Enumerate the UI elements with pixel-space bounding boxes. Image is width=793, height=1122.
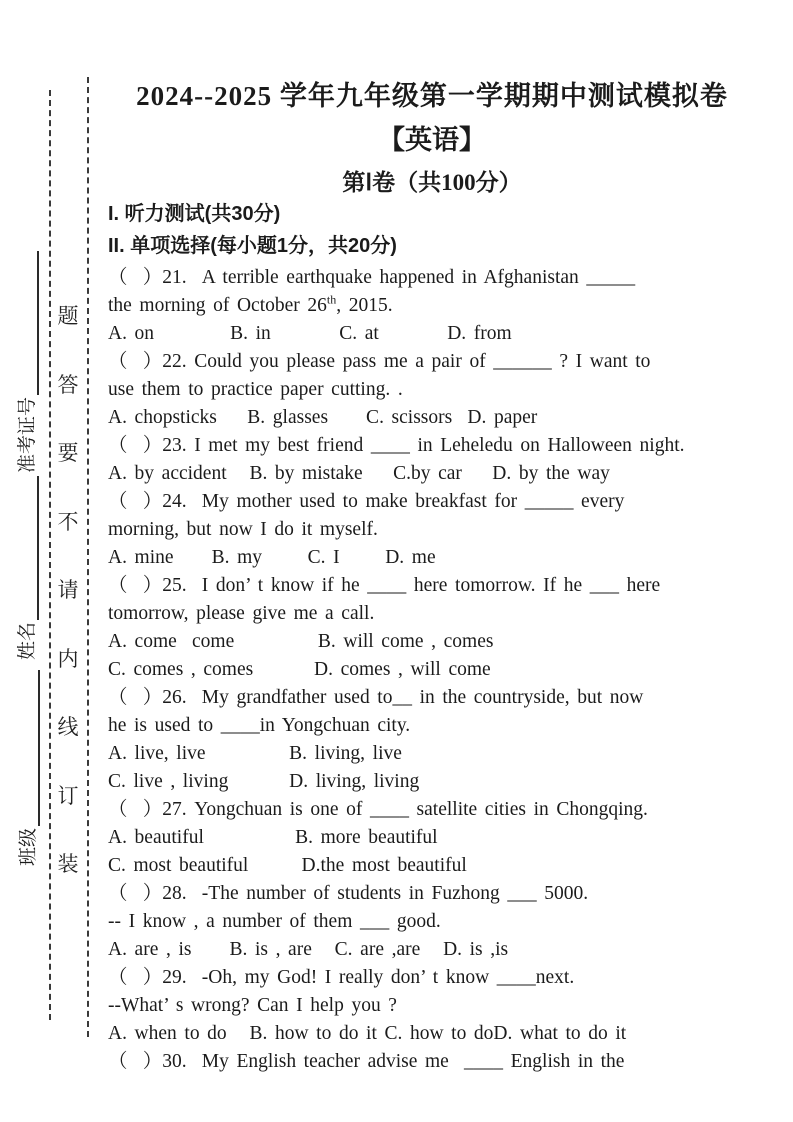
- question-line: （ ）25. I don’ t know if he ____ here tomorrow. If he ___ here: [108, 575, 661, 596]
- binding-char: 要: [57, 441, 79, 465]
- question-line: （ ）23. I met my best friend ____ in Leheledu on Halloween night.: [108, 435, 685, 456]
- field-class: [16, 670, 40, 866]
- binding-char: 不: [57, 509, 79, 534]
- binding-char: 题: [57, 304, 79, 328]
- field-label: 姓名: [17, 621, 38, 660]
- question-line: -- I know , a number of them ___ good.: [108, 911, 441, 932]
- question-line: tomorrow, please give me a call.: [108, 603, 375, 624]
- option-line: C. comes , comes D. comes , will come: [108, 659, 491, 680]
- option-line: A. are , is B. is , are C. are ,are D. is ,is: [108, 939, 509, 960]
- option-line: A. mine B. my C. I D. me: [108, 547, 436, 568]
- page-title: 2024--2025 学年九年级第一学期期中测试模拟卷: [136, 81, 728, 111]
- binding-char: 答: [57, 372, 79, 397]
- binding-text: [54, 300, 82, 878]
- question-line: he is used to ____in Yongchuan city.: [108, 715, 411, 736]
- field-underline: [19, 251, 39, 395]
- binding-char: 装: [57, 852, 79, 876]
- section-listening-heading: I. 听力测试(共30分): [108, 203, 281, 225]
- field-underline: [20, 670, 40, 826]
- field-student-id: [15, 251, 39, 473]
- field-label: 准考证号: [17, 396, 38, 473]
- question-list: [108, 264, 756, 1076]
- option-line: A. by accident B. by mistake C.by car D. by the way: [108, 463, 610, 484]
- part-heading: 第Ⅰ卷（共100分）: [342, 170, 522, 195]
- question-line: --What’ s wrong? Can I help you ?: [108, 995, 397, 1016]
- question-line-text: the morning of October 26: [108, 295, 327, 316]
- question-line: （ ）28. -The number of students in Fuzhong ___ 5000.: [108, 883, 589, 904]
- field-label: 班级: [18, 827, 39, 866]
- question-line: （ ）26. My grandfather used to__ in the countryside, but now: [108, 687, 644, 708]
- binding-char: 请: [57, 578, 79, 602]
- binding-char: 线: [57, 715, 79, 739]
- question-line-text: , 2015.: [336, 295, 393, 316]
- option-line: A. on B. in C. at D. from: [108, 323, 512, 344]
- question-line: use them to practice paper cutting. .: [108, 379, 403, 400]
- option-line: C. most beautiful D.the most beautiful: [108, 855, 467, 876]
- question-line: （ ）30. My English teacher advise me ____ English in the: [108, 1051, 625, 1072]
- field-name: [15, 476, 39, 660]
- question-line: （ ）21. A terrible earthquake happened in Afghanistan _____: [108, 267, 636, 288]
- question-line: （ ）24. My mother used to make breakfast for _____ every: [108, 491, 625, 512]
- option-line: A. chopsticks B. glasses C. scissors D. paper: [108, 407, 538, 428]
- subject-title: 【英语】: [378, 125, 486, 155]
- content-area: [108, 0, 756, 1076]
- option-line: C. live , living D. living, living: [108, 771, 420, 792]
- option-line: A. when to do B. how to do it C. how to doD. what to do it: [108, 1023, 627, 1044]
- field-underline: [19, 476, 39, 620]
- question-line: （ ）27. Yongchuan is one of ____ satellite cities in Chongqing.: [108, 799, 648, 820]
- question-line: morning, but now I do it myself.: [108, 519, 378, 540]
- question-line: [108, 292, 756, 320]
- binding-dashed-line-outer: [87, 77, 89, 1037]
- option-line: A. live, live B. living, live: [108, 743, 402, 764]
- question-line: （ ）29. -Oh, my God! I really don’ t know ____next.: [108, 967, 575, 988]
- binding-char: 订: [57, 783, 79, 808]
- question-line: （ ）22. Could you please pass me a pair of ______ ? I want to: [108, 351, 651, 372]
- binding-dashed-line-inner: [49, 90, 51, 1020]
- superscript-text: th: [326, 292, 337, 307]
- option-line: A. beautiful B. more beautiful: [108, 827, 438, 848]
- option-line: A. come come B. will come , comes: [108, 631, 494, 652]
- section-choice-heading: II. 单项选择(每小题1分，共20分): [108, 235, 397, 257]
- binding-char: 内: [57, 646, 79, 671]
